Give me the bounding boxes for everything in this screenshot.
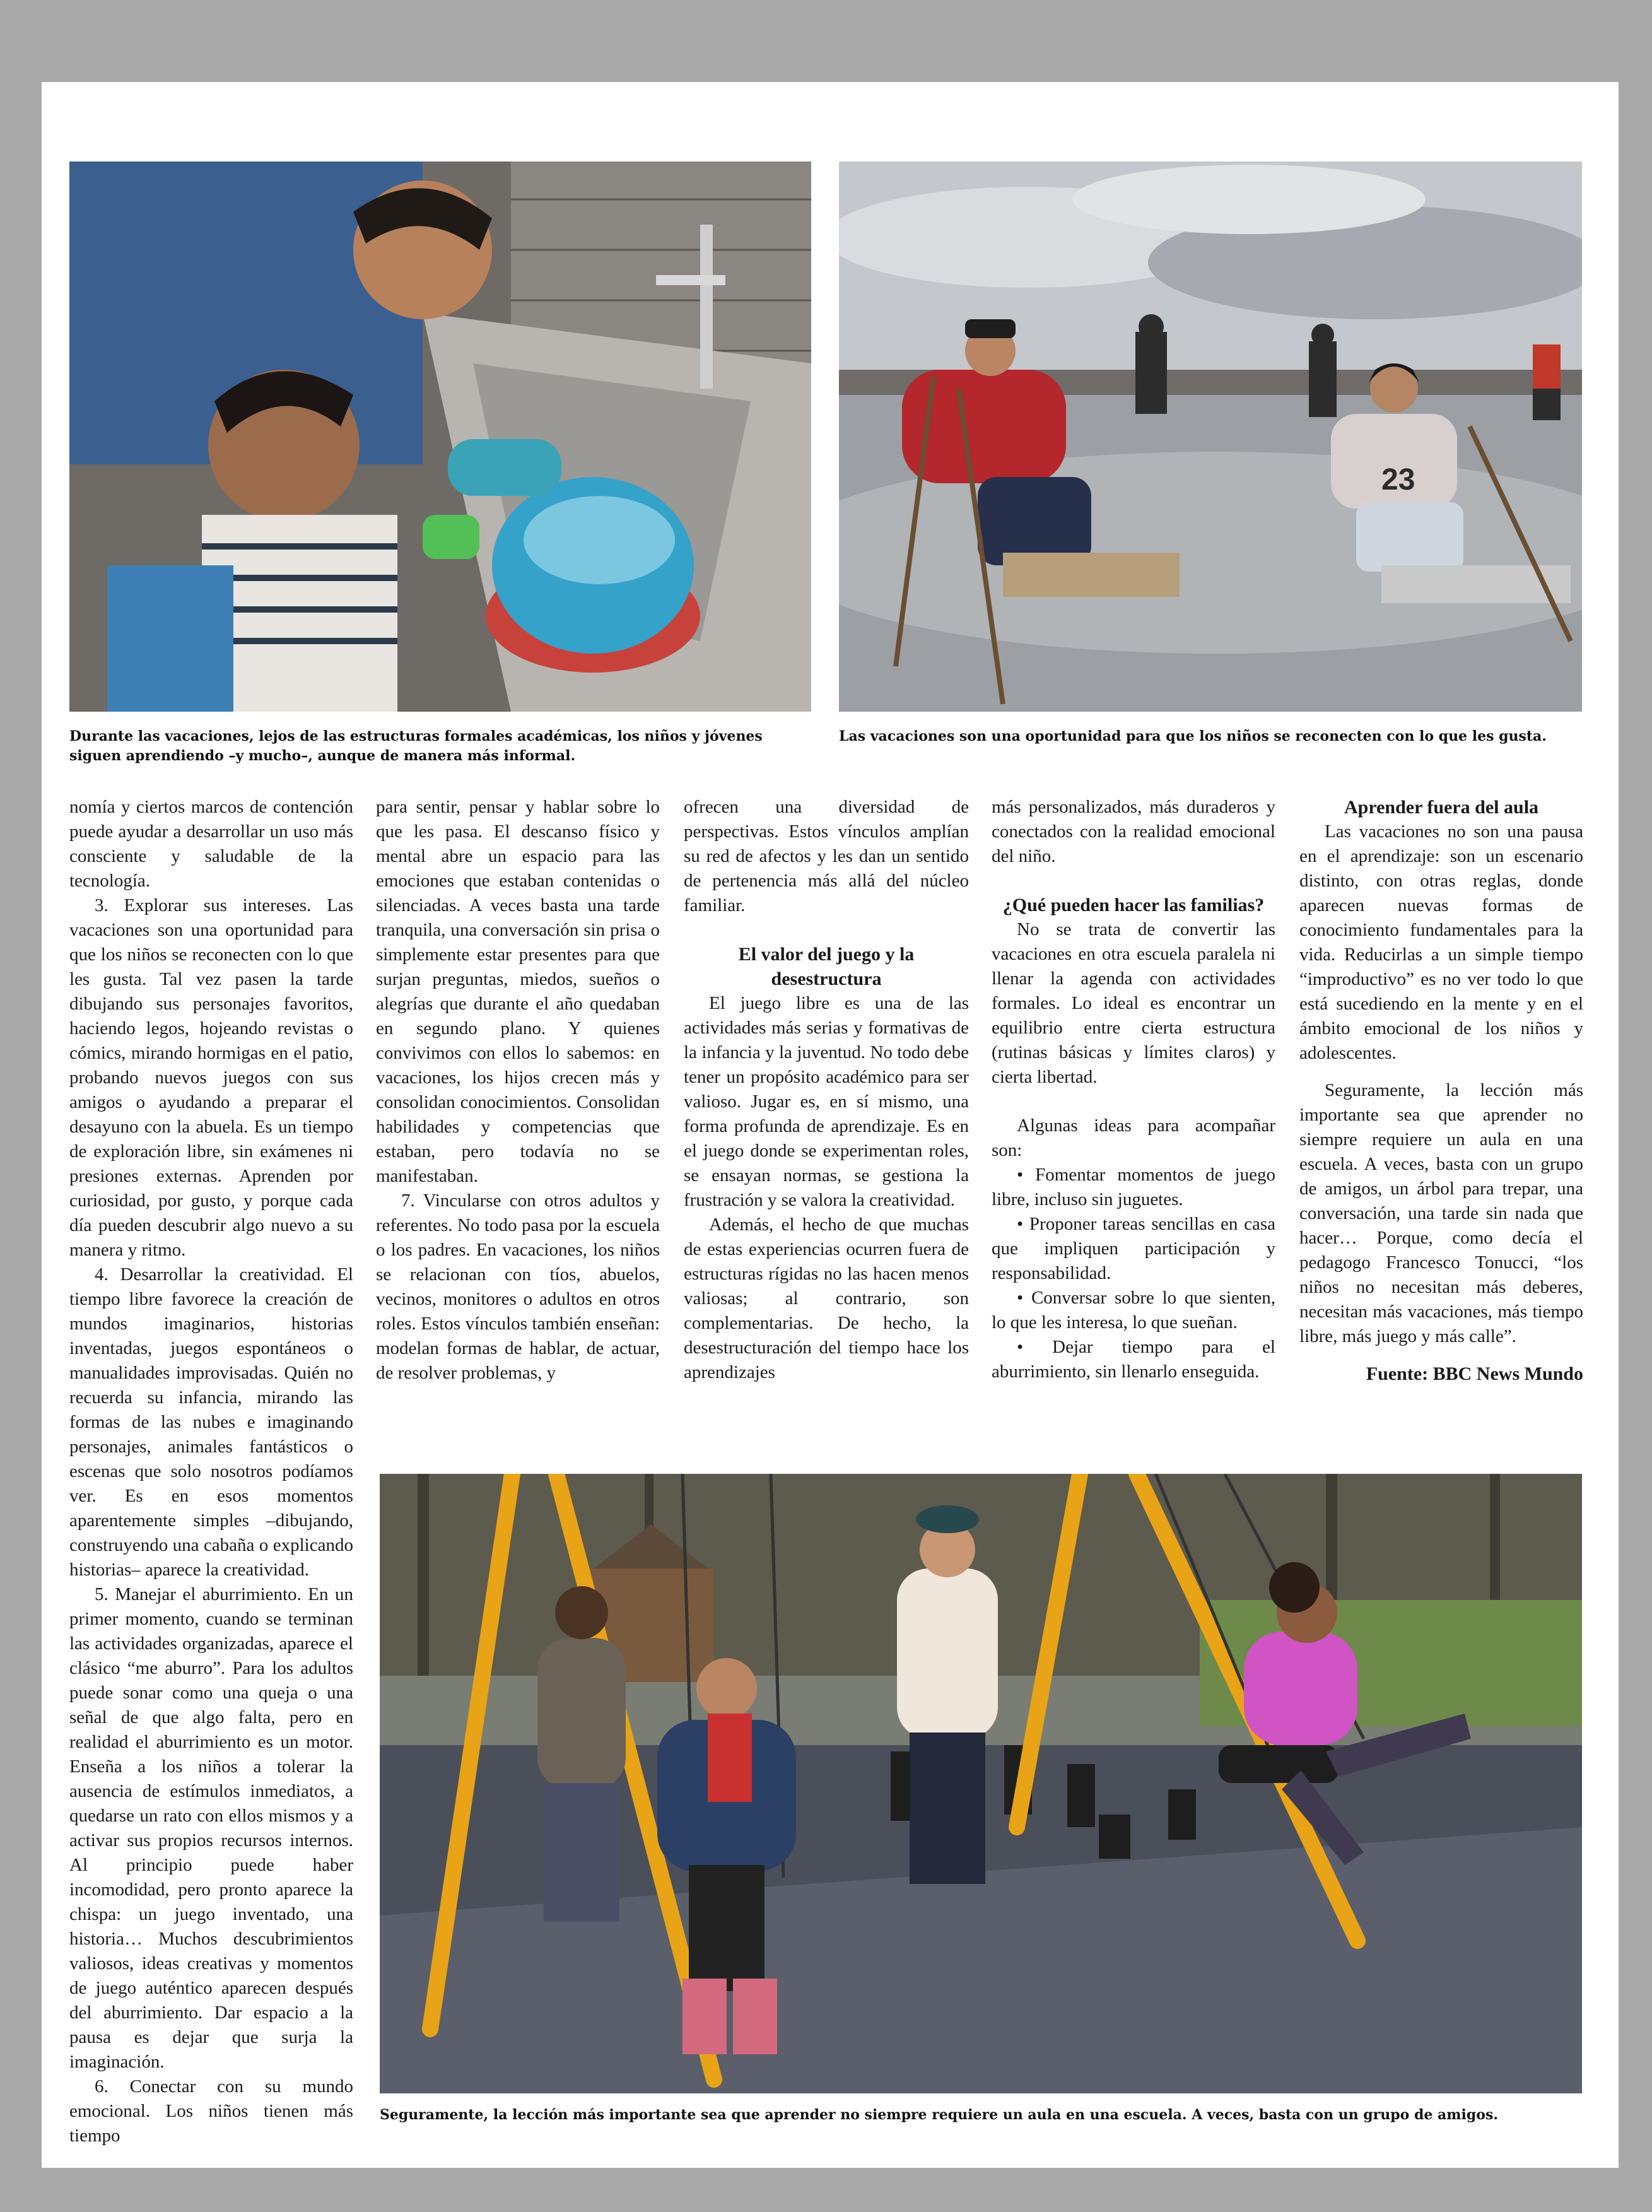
subheading-juego: El valor del juego y la desestructura — [738, 944, 915, 989]
col1-paragraph: 6. Conectar con su mundo emocional. Los niños tienen más tiempo — [69, 2076, 353, 2146]
subheading-aula: Aprender fuera del aula — [1344, 797, 1539, 818]
idea-item: • Conversar sobre lo que sienten, lo que les interesa, lo que sueñan. — [992, 1288, 1275, 1332]
caption-ice-sledging: Las vacaciones son una oportunidad para que los niños se reconecten con lo que les gusta. — [839, 728, 1547, 744]
article-column-3 — [684, 795, 969, 1385]
caption-dishwashing: Durante las vacaciones, lejos de las estructuras formales académicas, los niños y jóvenes siguen aprendiendo –y mucho–, aunque de manera más informal. — [69, 728, 763, 764]
col4-ideas-intro: Algunas ideas para acompañar son: — [992, 1115, 1275, 1160]
col1-paragraph: nomía y ciertos marcos de contención puede ayudar a desarrollar un uso más consciente y saludable de la tecnología. — [69, 797, 353, 891]
article-column-4 — [992, 795, 1275, 1384]
col3-paragraph: Además, el hecho de que muchas de estas experiencias ocurren fuera de estructuras rígidas no las hacen menos valiosas; al contrario, son complementarias. De hecho, la desestructuración del tiempo hace los aprendizajes — [684, 1215, 969, 1382]
subheading-familias: ¿Qué pueden hacer las familias? — [1002, 895, 1265, 915]
col3-intro: ofrecen una diversidad de perspectivas. Estos vínculos amplían su red de afectos y les dan un sentido de pertenencia más allá del núcleo familiar. — [684, 797, 969, 915]
col1-paragraph: 3. Explorar sus intereses. Las vacaciones son una oportunidad para que los niños se reconecten con lo que les gusta. Tal vez pasen la tarde dibujando sus personajes favoritos, haciendo legos, hojeando revistas o cómics, mirando hormigas en el patio, probando nuevos juegos con sus amigos o ayudando a preparar el desayuno con la abuela. Es un tiempo de exploración libre, sin exámenes ni presiones externas. Aprenden por curiosidad, por gusto, y porque cada día pueden descubrir algo nuevo a su manera y ritmo. — [69, 895, 353, 1260]
article-column-2 — [376, 795, 660, 1385]
col5-paragraph: Seguramente, la lección más importante sea que aprender no siempre requiere un aula en una escuela. A veces, basta con un grupo de amigos, un árbol para trepar, una conversación, una tarde sin nada que hacer… Porque, como decía el pedagogo Francesco Tonucci, “los niños no necesitan más deberes, necesitan más vacaciones, más tiempo libre, más juego y más calle”. — [1299, 1080, 1583, 1346]
caption-park-swings: Seguramente, la lección más importante sea que aprender no siempre requiere un aula en una escuela. A veces, basta con un grupo de amigos. — [380, 2107, 1498, 2123]
col2-paragraph: 7. Vincularse con otros adultos y referentes. No todo pasa por la escuela o los padres. En vacaciones, los niños se relacionan con tíos, abuelos, vecinos, monitores o adultos en otros roles. Estos vínculos también enseñan: modelan formas de hablar, de actuar, de resolver problemas, y — [376, 1191, 660, 1383]
photo-ice-sledging — [839, 162, 1582, 712]
article-source: Fuente: BBC News Mundo — [1366, 1363, 1583, 1384]
col1-paragraph: 5. Manejar el aburrimiento. En un primer momento, cuando se terminan las actividades organizadas, aparece el clásico “me aburro”. Para los adultos puede sonar como una queja o una señal de que algo falta, pero en realidad el aburrimiento es un motor. Enseña a los niños a tolerar la ausencia de estímulos inmediatos, a quedarse un rato con ellos mismos y a activar sus propios recursos internos. Al principio puede haber incomodidad, pero pronto aparece la chispa: un juego inventado, una historia… Muchos descubrimientos valiosos, ideas creativas y momentos de juego auténtico aparecen después del aburrimiento. Dar espacio a la pausa es dejar que surja la imaginación. — [69, 1584, 353, 2072]
idea-item: • Proponer tareas sencillas en casa que impliquen participación y responsabilidad. — [992, 1214, 1275, 1283]
photo-dishwashing — [69, 162, 811, 712]
col5-paragraph: Las vacaciones no son una pausa en el aprendizaje: son un escenario distinto, con otras reglas, donde aparecen nuevas formas de conocimiento fundamentales para la vida. Reducirlas a un simple tiempo “improductivo” es no ver todo lo que está sucediendo en la mente y en el ámbito emocional de los niños y adolescentes. — [1299, 821, 1583, 1063]
article-column-1 — [69, 795, 353, 2148]
col4-paragraph: No se trata de convertir las vacaciones en otra escuela paralela ni llenar la agenda con actividades formales. Lo ideal es encontrar un equilibrio entre cierta estructura (rutinas básicas y límites claros) y cierta libertad. — [992, 919, 1275, 1087]
idea-item: • Dejar tiempo para el aburrimiento, sin llenarlo enseguida. — [992, 1337, 1275, 1382]
article-column-5 — [1299, 795, 1583, 1386]
photo-park-swings — [380, 1474, 1582, 2093]
col1-paragraph: 4. Desarrollar la creatividad. El tiempo libre favorece la creación de mundos imaginarios, historias inventadas, juegos espontáneos o manualidades improvisadas. Quién no recuerda su infancia, mirando las formas de las nubes e imaginando personajes, animales fantásticos o escenas que solo nosotros podíamos ver. Es en esos momentos aparentemente simples –dibujando, construyendo una cabaña o explicando historias– aparece la creatividad. — [69, 1264, 353, 1580]
jersey-number: 23 — [1381, 463, 1415, 497]
col4-intro: más personalizados, más duraderos y conectados con la realidad emocional del niño. — [992, 797, 1275, 866]
col3-paragraph: El juego libre es una de las actividades más serias y formativas de la infancia y la juventud. No todo debe tener un propósito académico para ser valioso. Jugar es, en sí mismo, una forma profunda de aprendizaje. Es en el juego donde se experimentan roles, se ensayan normas, se gestiona la frustración y se valora la creatividad. — [684, 993, 969, 1210]
col2-paragraph: para sentir, pensar y hablar sobre lo que les pasa. El descanso físico y mental abre un espacio para las emociones que estaban contenidas o silenciadas. A veces basta una tarde tranquila, una conversación sin prisa o simplemente estar presentes para que surjan preguntas, miedos, sueños o alegrías que durante el año quedaban en segundo plano. Y quienes convivimos con ellos lo sabemos: en vacaciones, los hijos crecen más y consolidan conocimientos. Consolidan habilidades y competencias que estaban, pero todavía no se manifestaban. — [376, 797, 660, 1186]
idea-item: • Fomentar momentos de juego libre, incluso sin juguetes. — [992, 1165, 1275, 1209]
